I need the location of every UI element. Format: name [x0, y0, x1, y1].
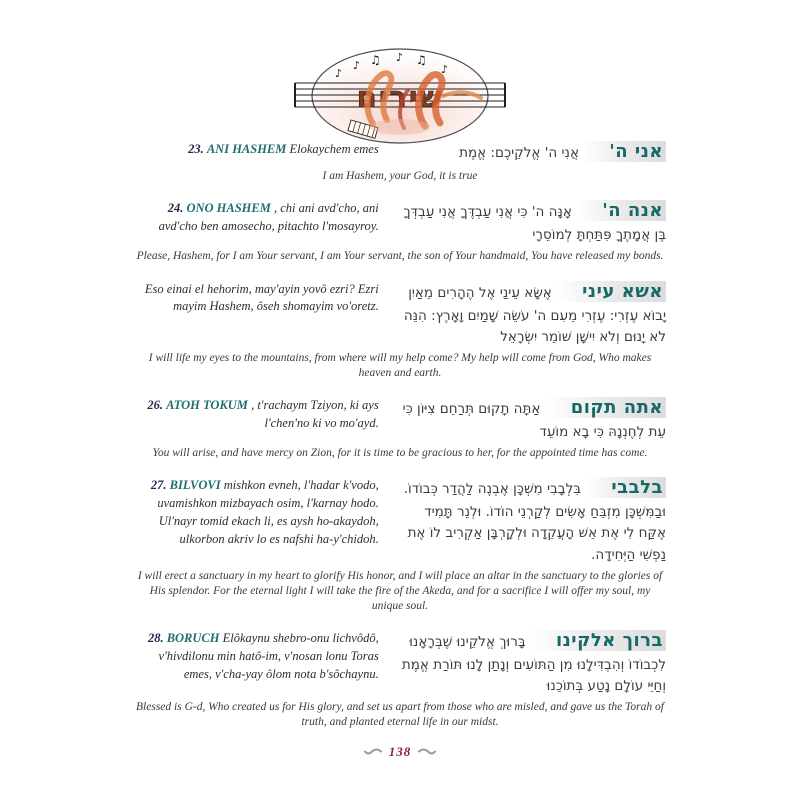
song-translit-text: Elôkaynu shebro-onu lichvôdô, v'hivdilonu min hatô-im, v'nosan lonu Toras emes, v'cha-yay ôlom nota b'sôchaynu. [158, 631, 379, 681]
song-translit-text: , chi ani avd'cho, ani avd'cho ben amosecho, pitachto l'mosayroy. [158, 201, 379, 233]
hebrew-text: בָּרוּךְ אֱלֹקֵינוּ שֶׁבְּרָאָנוּ לִכְבוֹדוֹ וְהִבְדִּילָנוּ מִן הַתּוֹעִים וְנָתַן לָנוּ תּוֹרַת אֱמֶת וְחַיֵּי עוֹלָם נָטַע בְּתוֹכֵנוּ [401, 634, 666, 695]
song-transliteration [134, 627, 379, 683]
hebrew-logo-text: שירים [356, 80, 444, 114]
song-hebrew-block [393, 627, 666, 697]
song-section-26 [134, 394, 666, 461]
song-translit-text: , t'rachaym Tziyon, ki ays l'chen'no ki vo mo'ayd. [251, 398, 379, 430]
hebrew-title: אתה תקום [545, 397, 666, 418]
hebrew-title: בלבבי [585, 477, 666, 498]
song-translit-text: Eso einai el hehorim, may'ayin yovô ezri? Ezri mayim Hashem, ôseh shomayim vo'oretz. [144, 281, 379, 314]
svg-text:♪: ♪ [441, 63, 449, 76]
song-body [134, 627, 666, 697]
song-transliteration [134, 138, 379, 159]
svg-text:♪: ♪ [335, 67, 343, 80]
song-transliteration [134, 394, 379, 433]
song-body [134, 197, 666, 246]
hebrew-text: אָנָּה ה' כִּי אֲנִי עַבְדֶּךָ אֲנִי עַבְדְּךָ בֶּן אֲמָתֶךָ פִּתַּחְתָּ לְמוֹסֵרָי [403, 204, 666, 244]
song-hebrew-block [393, 138, 666, 166]
hebrew-title: אשא עיני [556, 281, 666, 302]
svg-text:♪: ♪ [396, 51, 404, 64]
left-ornament-icon [364, 747, 382, 756]
song-translation: I am Hashem, your God, it is true [322, 170, 478, 183]
right-ornament-icon [418, 747, 436, 756]
svg-text:♫: ♫ [370, 53, 381, 67]
song-section-28 [134, 627, 666, 731]
hebrew-text: אֶשָּׂא עֵינַי אֶל הֶהָרִים מֵאַיִן יָבוֹא עֶזְרִי: עֶזְרִי מֵעִם ה' עֹשֵׂה שָׁמַיִם וָאָרֶץ: הִנֵּה לֹא יָנוּם וְלֹא יִישָׁן שׁוֹמֵר יִשְׂרָאֵל [403, 284, 666, 345]
hebrew-text: בִּלְבָבִי מִשְׁכָּן אֶבְנֶה לַהֲדַר כְּבוֹדוֹ. וּבַמִּשְׁכָּן מִזְבֵּחַ אָשִׂים לְקַרְנֵי הוֹדוֹ. וּלְנֵר תָּמִיד אֶקַּח לִי אֶת אֵשׁ הָעֲקֵדָה וּלְקָרְבָּן אַקְרִיב לוֹ אֶת נַפְשִׁי הַיְּחִידָה. [403, 481, 666, 563]
song-translit-text: Elokaychem emes [289, 142, 379, 156]
song-hebrew-block [393, 394, 666, 443]
hebrew-text: אֲנִי ה' אֱלֹקֵיכֶם: אֱמֶת [459, 145, 579, 161]
song-translation: Please, Hashem, for I am Your servant, I am Your servant, the son of Your handmaid, You have released my bonds. [136, 250, 664, 263]
svg-text:♫: ♫ [416, 53, 427, 67]
page-content [134, 46, 666, 760]
hebrew-title: ברוך אלקינו [530, 630, 666, 651]
song-transliteration [134, 197, 379, 236]
song-body [134, 394, 666, 443]
song-number: 23. [188, 142, 204, 156]
song-transliteration [134, 474, 379, 548]
song-translation: I will erect a sanctuary in my heart to glorify His honor, and I will place an altar in the sanctuary to the glories of His splendor. For the eternal light I will take the fire of the Akeda, and for a sacrifice I will offer my soul, my unique soul. [137, 569, 663, 612]
song-number: 24. [167, 201, 184, 216]
song-name: ATOH TOKUM [166, 398, 248, 413]
song-translation: Blessed is G-d, Who created us for His glory, and set us apart from those who are misled, and gave us the Torah of truth, and planted eternal life in our midst. [136, 701, 664, 729]
songs-list [134, 138, 666, 731]
song-name: ONO HASHEM [186, 201, 271, 216]
page-number: 138 [388, 743, 412, 759]
page-footer [134, 744, 666, 760]
song-hebrew-block [393, 278, 666, 348]
music-header-art [273, 46, 527, 146]
songbook-page [0, 46, 800, 800]
song-translit-text: mishkon evneh, l'hadar k'vodo, uvamishkon mizbayach osim, l'karnay hodo. Ul'nayr tomid ekach li, es aysh ho-akaydoh, ulkorbon akriv lo es nafshi ha-y'chidoh. [157, 478, 379, 546]
song-body [134, 138, 666, 166]
hebrew-title: אני ה' [583, 141, 666, 162]
song-section-27 [134, 474, 666, 614]
song-number: 27. [150, 478, 167, 493]
hebrew-text: אַתָּה תָקוּם תְּרַחֵם צִיּוֹן כִּי עֵת לְחֶנְנָהּ כִּי בָא מוֹעֵד [402, 401, 666, 441]
song-number: 26. [147, 398, 163, 413]
song-translation: I will life my eyes to the mountains, from where will my help come? My help will come from God, Who makes heaven and earth. [148, 351, 652, 379]
song-body [134, 474, 666, 565]
song-section-24 [134, 197, 666, 264]
song-name: ANI HASHEM [206, 142, 287, 156]
svg-text:♪: ♪ [353, 59, 361, 72]
hebrew-title: אנה ה' [576, 200, 666, 221]
song-name: BORUCH [166, 631, 220, 646]
song-translation: You will arise, and have mercy on Zion, for it is time to be gracious to her, for the appointed time has come. [152, 447, 648, 460]
song-body [134, 278, 666, 348]
song-section-23 [134, 138, 666, 184]
song-name: BILVOVI [169, 478, 221, 493]
song-transliteration [134, 278, 379, 317]
song-number: 28. [147, 631, 164, 646]
song-hebrew-block [393, 197, 666, 246]
song-hebrew-block [393, 474, 666, 565]
song-section-25 [134, 278, 666, 382]
